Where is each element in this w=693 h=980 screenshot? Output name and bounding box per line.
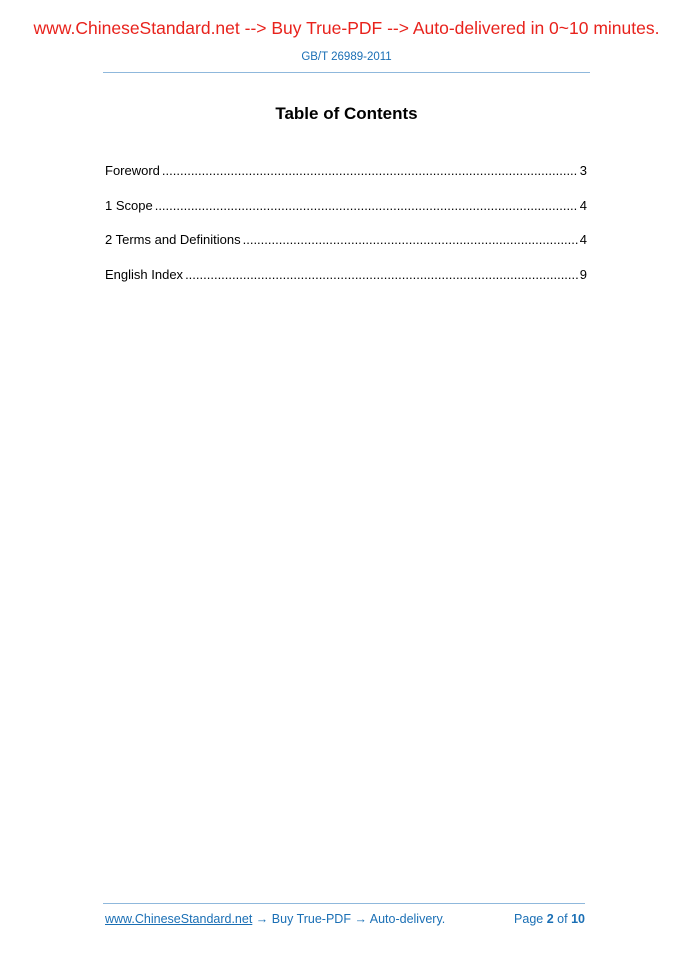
toc-entry-label: 2 Terms and Definitions <box>105 232 241 247</box>
toc-title: Table of Contents <box>275 104 418 123</box>
page-current: 2 <box>546 912 554 926</box>
arrow-right-icon: → <box>354 912 367 926</box>
toc-entry-page: 4 <box>579 197 587 213</box>
toc-entry-page: 9 <box>579 266 587 282</box>
of-word: of <box>557 912 568 926</box>
footer-promo <box>105 912 445 926</box>
toc-entry-foreword[interactable] <box>105 163 587 198</box>
dot-leader <box>162 163 578 178</box>
toc-entry-page: 4 <box>579 232 587 247</box>
footer-buy-text: Buy True-PDF <box>271 912 351 926</box>
header-divider <box>103 72 590 73</box>
page-word: Page <box>514 912 544 926</box>
dot-leader <box>243 232 578 247</box>
toc-entry-terms-definitions[interactable] <box>105 232 587 267</box>
toc-entry-english-index[interactable] <box>105 267 587 302</box>
toc-entry-page: 3 <box>579 163 587 178</box>
arrow-right-icon: → <box>255 912 269 926</box>
page-indicator <box>514 912 585 926</box>
table-of-contents <box>105 163 587 301</box>
promo-banner[interactable]: www.ChineseStandard.net --> Buy True-PDF --> Auto-delivered in 0~10 minutes. <box>33 18 660 38</box>
toc-entry-scope[interactable] <box>105 198 587 233</box>
toc-entry-label: Foreword <box>105 163 160 178</box>
footer-site-link[interactable]: www.ChineseStandard.net <box>105 912 253 926</box>
dot-leader <box>155 198 578 213</box>
dot-leader <box>185 267 578 282</box>
toc-entry-label: English Index <box>105 266 184 282</box>
footer-delivery-text: Auto-delivery. <box>369 912 446 926</box>
page-total: 10 <box>571 912 585 926</box>
standard-code: GB/T 26989-2011 <box>301 51 392 63</box>
toc-entry-label: 1 Scope <box>105 197 153 213</box>
footer-divider <box>103 903 585 904</box>
